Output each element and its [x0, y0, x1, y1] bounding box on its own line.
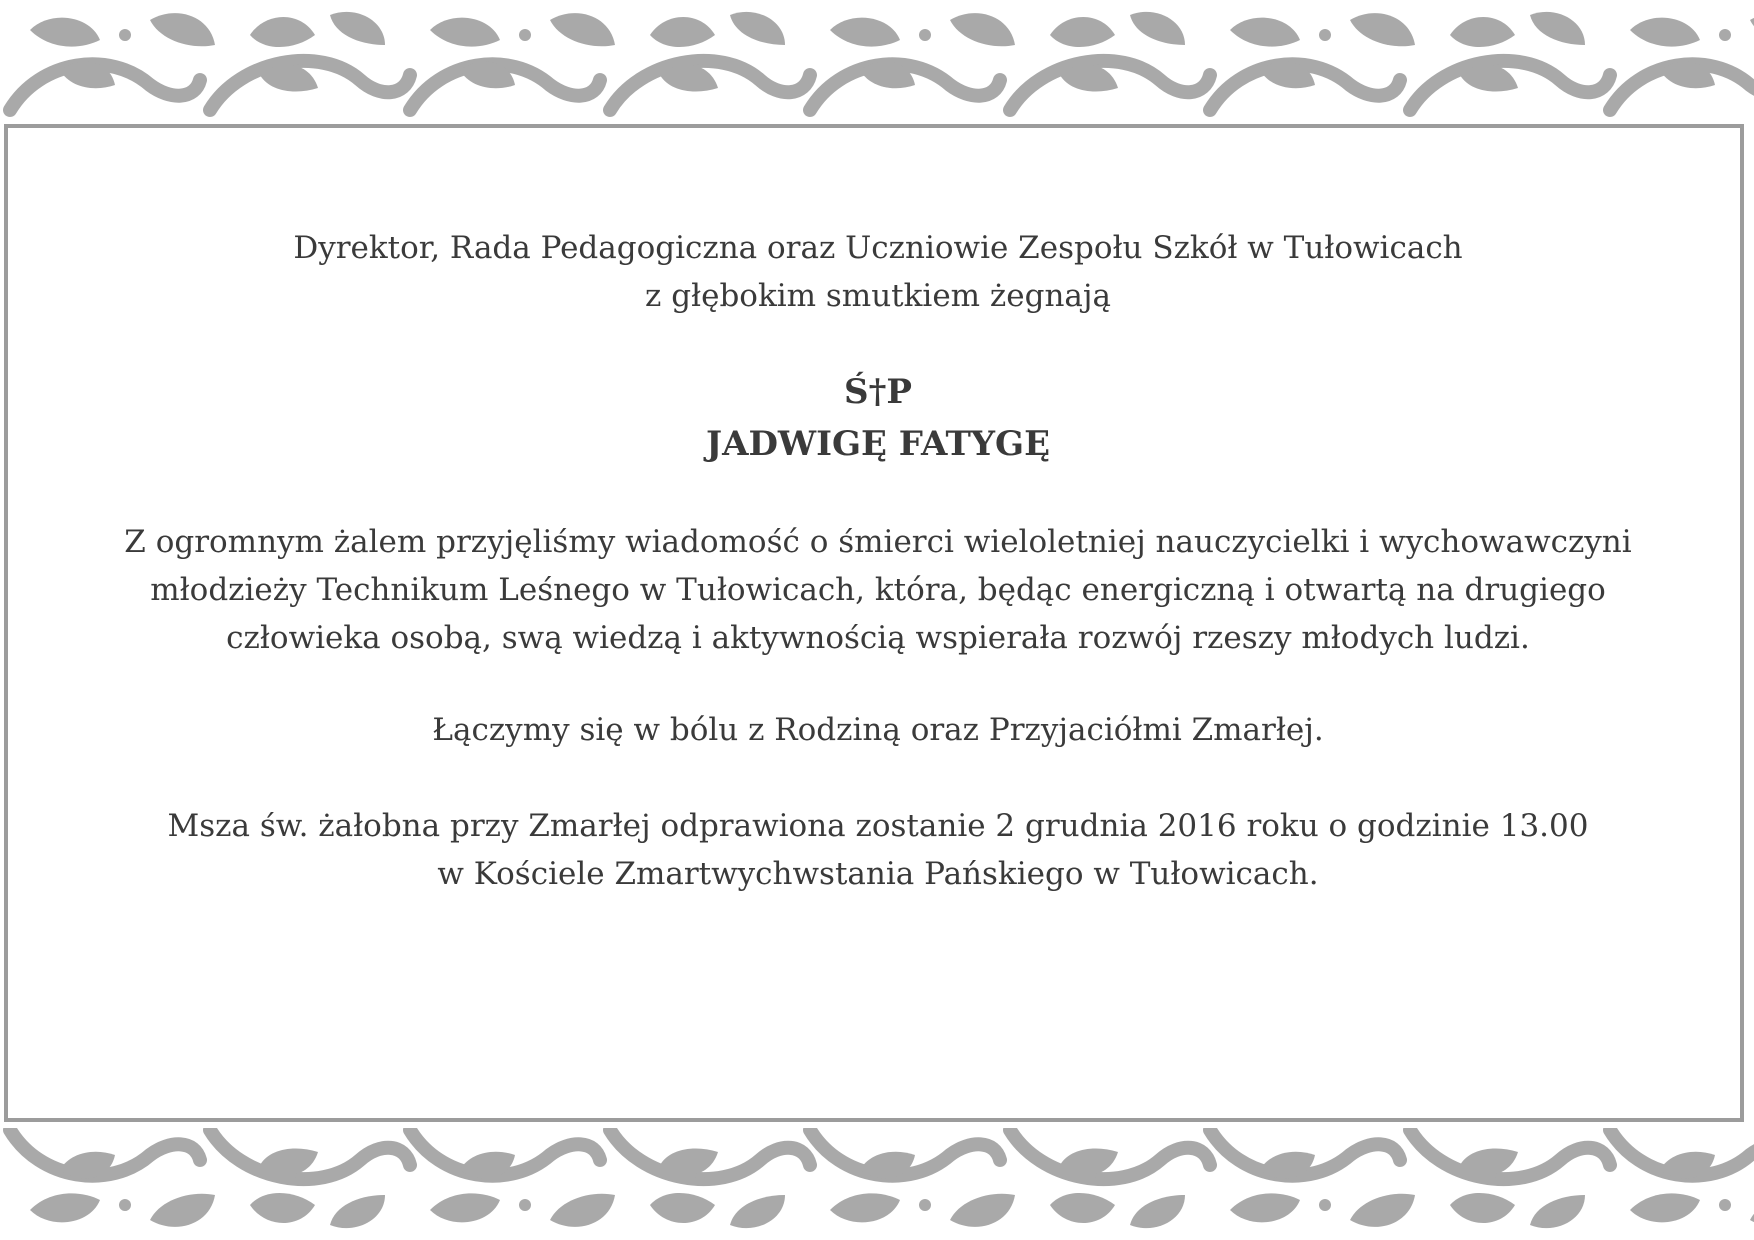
body-line-2: młodzieży Technikum Leśnego w Tułowicach, która, będąc energiczną i otwartą na drugiego: [150, 572, 1606, 608]
notice-frame: [4, 124, 1744, 1122]
mass-line-2: w Kościele Zmartwychwstania Pańskiego w Tułowicach.: [437, 856, 1319, 892]
intro-line-2: z głębokim smutkiem żegnają: [645, 278, 1111, 314]
intro-line-1: Dyrektor, Rada Pedagogiczna oraz Uczniowie Zespołu Szkół w Tułowicach: [293, 230, 1463, 266]
mass-line-1: Msza św. żałobna przy Zmarłej odprawiona zostanie 2 grudnia 2016 roku o godzinie 13.00: [167, 808, 1589, 844]
body-line-3: człowieka osobą, swą wiedzą i aktywnością wspierała rozwój rzeszy młodych ludzi.: [226, 620, 1530, 656]
body-line-1: Z ogromnym żalem przyjęliśmy wiadomość o śmierci wieloletniej nauczycielki i wychowawczyni: [124, 524, 1632, 560]
bottom-ornament-border: [0, 1128, 1754, 1240]
top-ornament-border: [0, 0, 1754, 125]
condolence-line: Łączymy się w bólu z Rodziną oraz Przyjaciółmi Zmarłej.: [432, 712, 1324, 748]
honorific: Ś†P: [844, 372, 912, 412]
deceased-name: JADWIGĘ FATYGĘ: [705, 424, 1051, 464]
